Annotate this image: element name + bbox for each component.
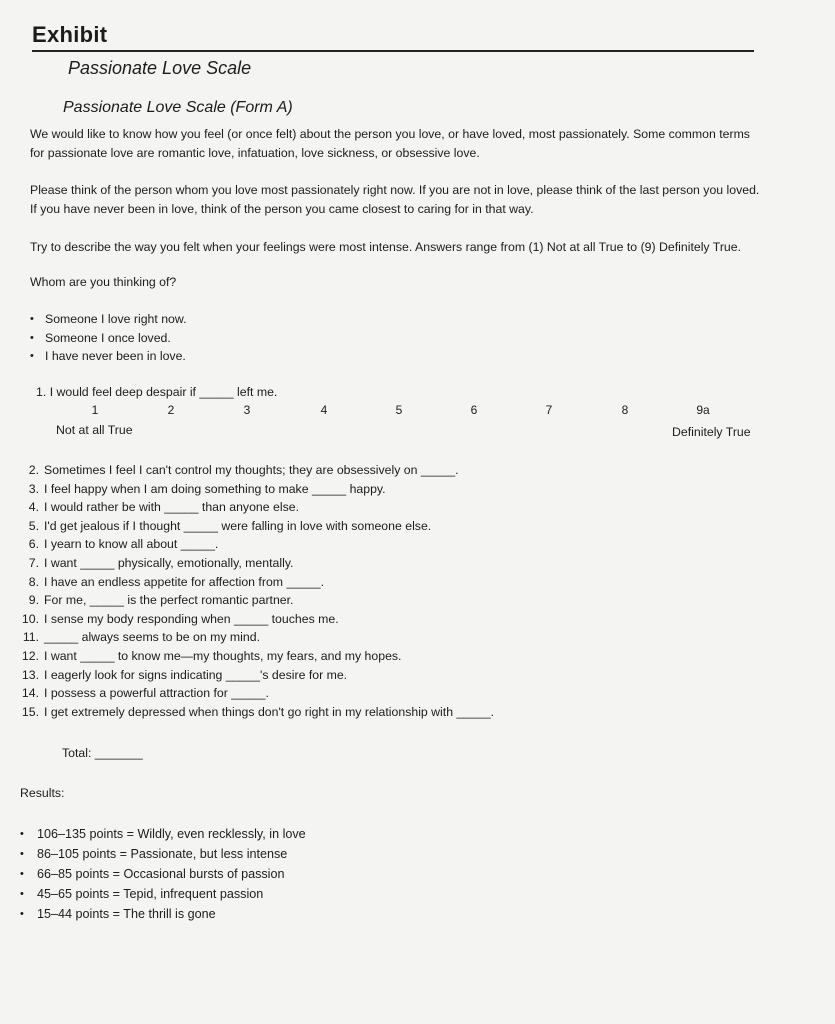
rating-number: 2 [167,403,175,417]
item-number: 14. [21,686,39,701]
heading-rule [32,50,754,52]
form-title: Passionate Love Scale (Form A) [63,99,293,116]
results-list [20,824,306,924]
result-entry: • 15–44 points = The thrill is gone [20,904,306,924]
item-text: Sometimes I feel I can't control my thoughts; they are obsessively on _____. [44,463,459,477]
whom-question: Whom are you thinking of? [30,275,177,289]
scale-item [14,461,494,480]
rating-number: 3 [243,403,251,417]
item-number: 1. [36,385,47,399]
item-number: 15. [21,704,39,719]
item-number: 11. [22,630,39,645]
item-text: I yearn to know all about _____. [44,537,219,552]
rating-low-label: Not at all True [56,423,133,437]
item-text: I'd get jealous if I thought _____ were falling in love with someone else. [44,518,432,533]
scale-title: Passionate Love Scale [68,58,252,78]
results-label: Results: [20,786,65,800]
item-text: I get extremely depressed when things don't go right in my relationship with _____. [44,704,495,719]
result-entry: • 86–105 points = Passionate, but less intense [20,844,306,864]
item-text: I would feel deep despair if _____ left me. [49,385,278,399]
option-item: • Someone I once loved. [30,329,187,348]
scale-item [14,647,494,666]
item-number: 7. [28,555,39,570]
item-text: I want _____ physically, emotionally, mentally. [44,555,294,570]
item-text: _____ always seems to be on my mind. [44,630,260,645]
scale-item [14,535,494,554]
exhibit-heading: Exhibit [32,22,108,47]
item-number: 2. [28,463,39,477]
scale-item [14,703,494,722]
item-text: I would rather be with _____ than anyone else. [44,500,299,515]
scale-items [14,461,494,721]
result-entry: • 45–65 points = Tepid, infrequent passion [20,884,306,904]
scale-item [14,666,494,685]
item-text: For me, _____ is the perfect romantic partner. [44,593,294,608]
item-text: I sense my body responding when _____ touches me. [44,611,339,626]
scale-item [14,517,494,536]
item-number: 9. [28,593,39,608]
item-number: 5. [28,518,39,533]
item-text: I want _____ to know me—my thoughts, my fears, and my hopes. [44,648,402,663]
item-number: 13. [21,667,39,682]
item-number: 8. [28,574,39,589]
scale-item [14,498,494,517]
item-number: 4. [28,500,39,515]
item-number: 3. [28,481,39,496]
scale-item [14,554,494,573]
total-line: Total: _______ [62,746,143,760]
item-number: 12. [21,648,39,663]
intro-paragraph-2: Please think of the person whom you love most passionately right now. If you are not in love, please think of the last person you loved. If you have never been in love, think of the person you came closest to caring for in that way. [30,183,760,216]
item-number: 10. [21,611,39,626]
scale-item [14,684,494,703]
item-text: I eagerly look for signs indicating _____'s desire for me. [44,667,348,682]
option-item: • Someone I love right now. [30,310,187,329]
result-entry: • 66–85 points = Occasional bursts of passion [20,864,306,884]
scale-item [14,628,494,647]
item-text: I possess a powerful attraction for _____. [44,686,269,701]
rating-number: 5 [395,403,403,417]
scale-item [14,480,494,499]
intro-paragraph-1: We would like to know how you feel (or once felt) about the person you love, or have loved, most passionately. Some common terms for passionate love are romantic love, infatuation, love sickness, or obsessive love. [30,127,750,160]
item-1 [36,385,277,399]
result-entry: • 106–135 points = Wildly, even recklessly, in love [20,824,306,844]
scale-item [14,573,494,592]
rating-number: 7 [545,403,553,417]
intro-paragraph-3: Try to describe the way you felt when your feelings were most intense. Answers range from (1) Not at all True to (9) Definitely True. [30,240,742,254]
item-text: I have an endless appetite for affection from _____. [44,574,325,589]
rating-high-label: Definitely True [672,425,751,439]
whom-options [30,310,187,366]
rating-number: 6 [470,403,478,417]
item-text: I feel happy when I am doing something to make _____ happy. [44,481,386,496]
rating-scale [0,403,835,421]
item-number: 6. [28,537,39,552]
scale-item [14,591,494,610]
rating-number: 4 [320,403,328,417]
rating-number: 8 [621,403,629,417]
option-item: • I have never been in love. [30,347,187,366]
rating-number: 1 [91,403,99,417]
rating-number: 9a [696,403,710,417]
scale-item [14,610,494,629]
